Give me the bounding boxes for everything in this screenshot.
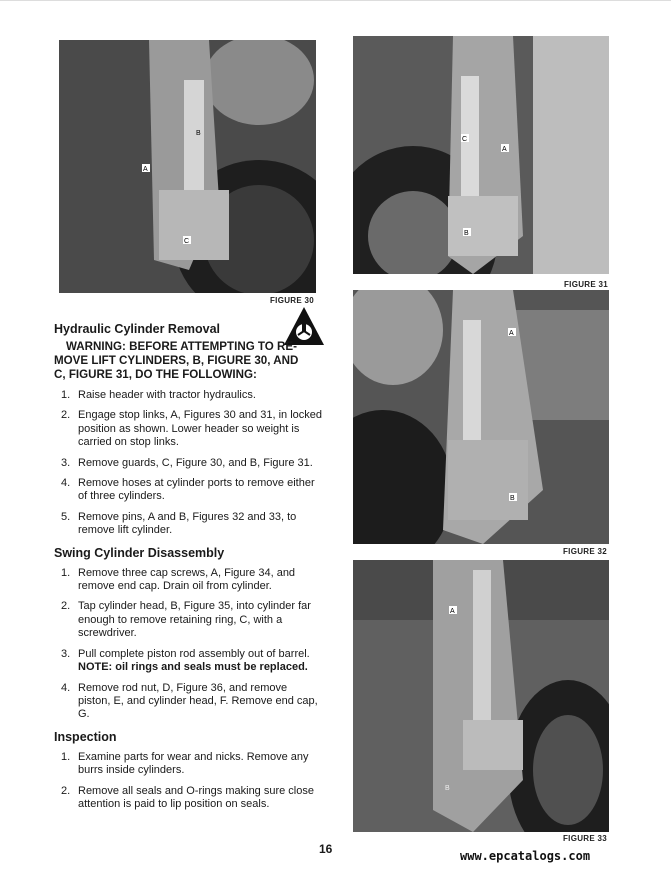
figure-32-photo xyxy=(353,290,609,544)
top-rule xyxy=(0,0,671,1)
list-item: 2. Tap cylinder head, B, Figure 35, into cylinder far enough to remove retaining ring, C, with a screwdriver. xyxy=(61,600,311,640)
inspection-steps xyxy=(54,751,322,812)
section-heading-swing: Swing Cylinder Disassembly xyxy=(54,545,225,560)
footer-url: www.epcatalogs.com xyxy=(460,849,591,863)
list-item: 1. Raise header with tractor hydraulics. xyxy=(61,389,256,401)
warning-text: WARNING: BEFORE ATTEMPTING TO RE-MOVE LIFT CYLINDERS, B, FIGURE 30, AND C, FIGURE 31, DO THE FOLLOWING: xyxy=(54,340,299,381)
list-item: 3. Pull complete piston rod assembly out of barrel. NOTE: oil rings and seals must be replaced. xyxy=(61,647,310,674)
list-item: 2. Engage stop links, A, Figures 30 and 31, in locked position as shown. Lower header so weight is carried on stop links. xyxy=(61,409,322,449)
svg-text:C: C xyxy=(462,136,468,143)
svg-text:B: B xyxy=(196,130,201,137)
page-number: 16 xyxy=(319,842,333,856)
svg-text:A: A xyxy=(450,608,455,615)
text-column xyxy=(54,322,322,811)
figure-32-caption: FIGURE 32 xyxy=(563,547,608,556)
figure-31-photo xyxy=(353,36,609,274)
removal-steps xyxy=(54,389,322,538)
figure-30-photo xyxy=(59,40,316,293)
list-item: 4. Remove hoses at cylinder ports to remove either of three cylinders. xyxy=(61,477,315,503)
figure-31-caption: FIGURE 31 xyxy=(564,280,609,289)
figure-33-caption: FIGURE 33 xyxy=(563,834,608,843)
section-heading-inspection: Inspection xyxy=(54,729,117,744)
figure-33-photo xyxy=(353,560,609,832)
svg-text:A: A xyxy=(509,330,514,337)
list-item: 1. Remove three cap screws, A, Figure 34, and remove end cap. Drain oil from cylinder. xyxy=(61,566,296,593)
list-item: 4. Remove rod nut, D, Figure 36, and remove piston, E, and cylinder head, F. Remove end cap, G. xyxy=(61,681,318,721)
section-heading-removal: Hydraulic Cylinder Removal xyxy=(54,322,221,336)
svg-text:A: A xyxy=(502,146,507,153)
list-item: 5. Remove pins, A and B, Figures 32 and 33, to remove lift cylinder. xyxy=(61,510,297,537)
svg-text:B: B xyxy=(464,230,469,237)
swing-steps xyxy=(54,567,322,722)
figure-30-caption: FIGURE 30 xyxy=(270,296,315,305)
list-item: 1. Examine parts for wear and nicks. Remove any burrs inside cylinders. xyxy=(61,750,309,777)
svg-text:B: B xyxy=(445,785,450,792)
list-item: 2. Remove all seals and O-rings making sure close attention is paid to lip position on seals. xyxy=(61,784,314,810)
svg-text:C: C xyxy=(184,238,190,245)
svg-text:B: B xyxy=(510,495,515,502)
svg-text:A: A xyxy=(143,166,148,173)
list-item: 3. Remove guards, C, Figure 30, and B, Figure 31. xyxy=(61,456,313,469)
